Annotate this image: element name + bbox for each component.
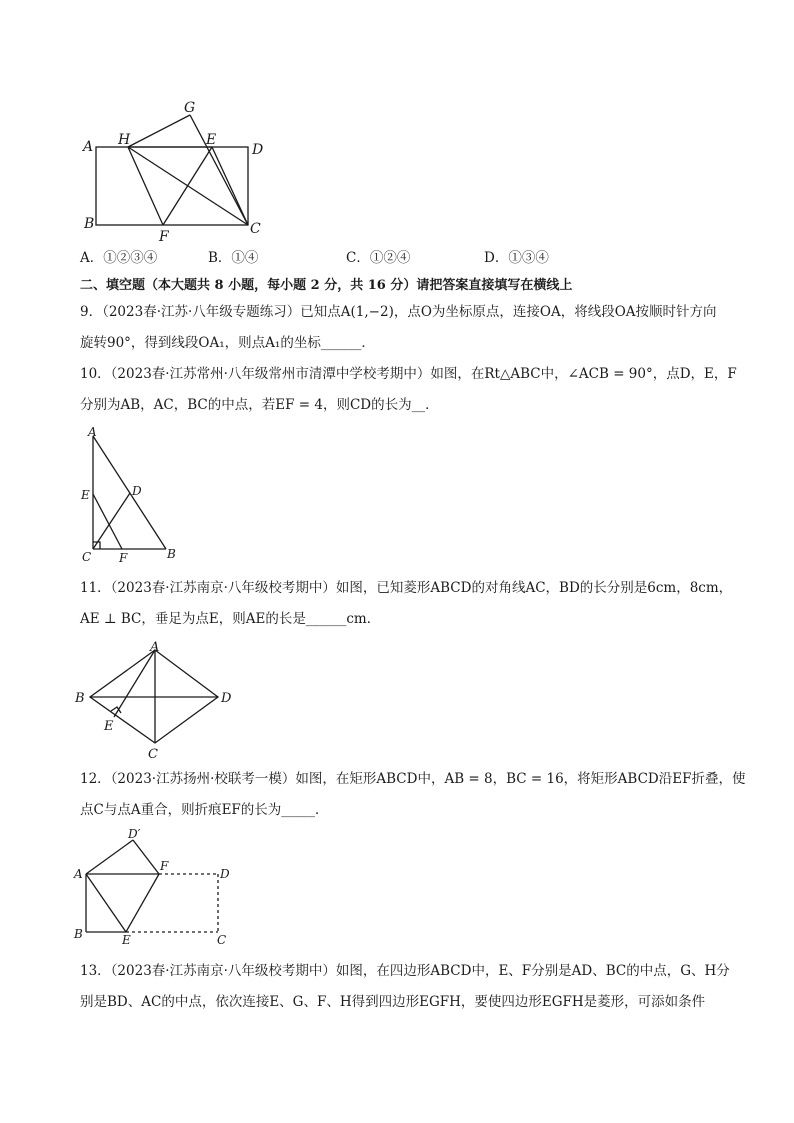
fig2-label-d: D [132,484,142,498]
fig4-label-d: D [220,867,230,881]
figure-rhombus [70,638,250,763]
fig4-label-d-prime: D′ [128,827,141,841]
fig4-label-e: E [122,933,131,947]
fig1-label-d: D [252,142,264,158]
fig3-label-d: D [221,691,232,706]
figure-rectangle-fold [80,96,280,244]
q12-line2: 点C与点A重合，则折痕EF的长为_____． [80,802,329,818]
figure-folded-rectangle [70,826,250,948]
fig1-label-c: C [250,221,261,237]
q9-line1: 9．（2023春·江苏·八年级专题练习）已知点A(1,−2)，点O为坐标原点，连接OA，将线段OA按顺时针方向 [80,304,717,320]
q11-line1: 11．（2023春·江苏南京·八年级校考期中）如图，已知菱形ABCD的对角线AC，BD的长分别是6cm，8cm， [80,580,733,596]
fig1-label-h: H [118,132,131,148]
fig2-label-a: A [88,425,97,439]
fig2-label-f: F [119,551,128,564]
fig4-label-f: F [160,859,169,873]
q8-option-c: C．①②④ [346,250,411,266]
fig4-label-b: B [74,927,83,941]
q13-line1: 13．（2023春·江苏南京·八年级校考期中）如图，在四边形ABCD中，E、F分别是AD、BC的中点，G、H分 [80,963,730,979]
section-2-header: 二、填空题（本大题共 8 小题，每小题 2 分，共 16 分）请把答案直接填写在横线上 [80,278,573,293]
q8-option-a: A．①②③④ [80,250,158,266]
fig1-label-f: F [159,229,169,244]
q8-option-b: B．①④ [208,250,259,266]
fig4-label-c: C [217,933,227,947]
fig2-label-c: C [82,550,92,564]
fig4-label-a: A [74,867,83,881]
fig3-label-b: B [75,691,85,706]
q11-line2: AE ⊥ BC，垂足为点E，则AE的长是______cm． [80,611,381,627]
q10-line1: 10．（2023春·江苏常州·八年级常州市清潭中学校考期中）如图，在Rt△ABC中，∠ACB = 90°，点D，E，F [80,366,737,382]
fig3-label-e: E [104,719,114,734]
fig1-label-g: G [184,100,196,116]
q12-line1: 12．（2023·江苏扬州·校联考一模）如图，在矩形ABCD中，AB = 8，BC = 16，将矩形ABCD沿EF折叠，使 [80,771,746,787]
q10-line2: 分别为AB，AC，BC的中点，若EF = 4，则CD的长为__． [80,397,439,413]
figure-right-triangle [80,424,190,564]
q8-option-d: D．①③④ [484,250,549,266]
fig1-label-e: E [206,132,217,148]
fig1-label-a: A [83,139,94,155]
fig3-label-c: C [148,747,158,762]
fig1-label-b: B [84,216,95,232]
q13-line2: 别是BD、AC的中点，依次连接E、G、F、H得到四边形EGFH，要使四边形EGFH是菱形，可添如条件 [80,994,706,1010]
fig2-label-e: E [81,488,90,502]
q9-line2: 旋转90°，得到线段OA₁，则点A₁的坐标______． [80,335,375,351]
fig3-label-a: A [150,640,160,655]
fig2-label-b: B [167,547,176,561]
